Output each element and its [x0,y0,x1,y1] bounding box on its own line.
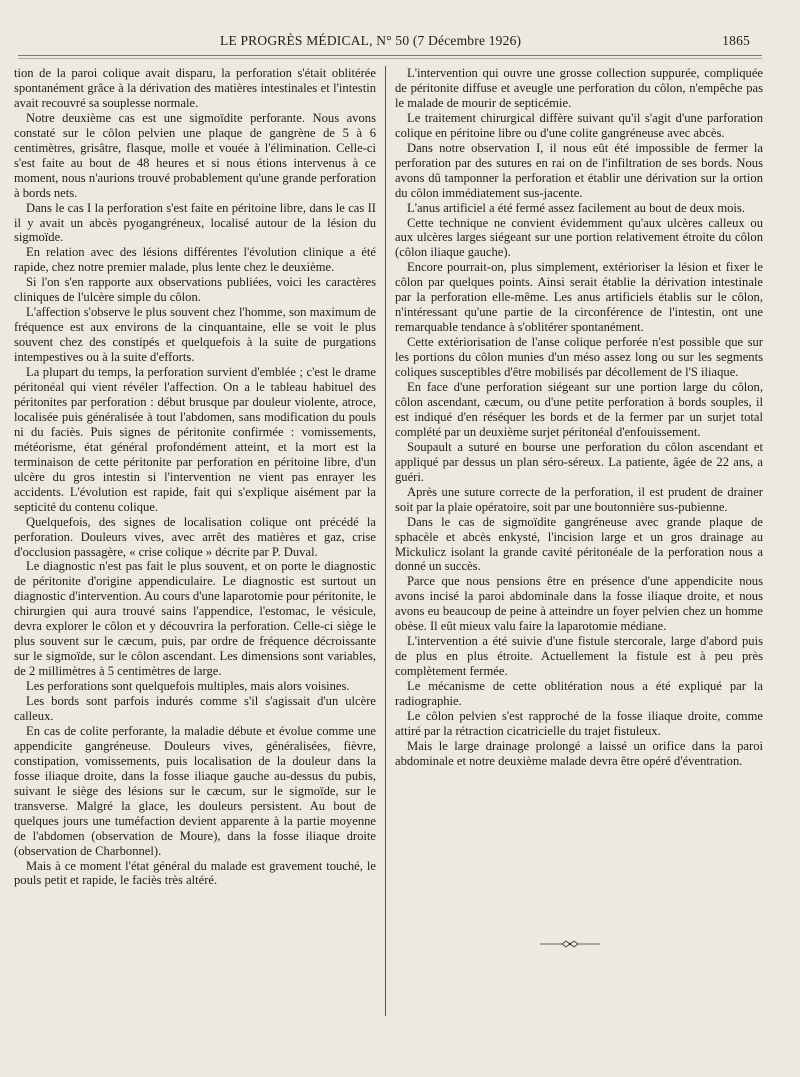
journal-title: LE PROGRÈS MÉDICAL, N° 50 (7 Décembre 1926) [220,33,522,48]
paragraph: En cas de colite perforante, la maladie débute et évolue comme une appendicite gangréneuse. Douleurs vives, généralisées, fièvre, constipation, vomissements, puis localisation de la douleur dans la fosse iliaque droite, dans la fosse iliaque gauche au-dessus du pubis, suivant le siège des lésions sur le cæcum, sur le sigmoïde, sur le transverse. Malgré la glace, les douleurs persistent. Au bout de quelques jours une tuméfaction devient apparente à la partie moyenne de l'abdomen (observation de Moure), dans la fosse iliaque droite (observation de Charbonnel). [14,723,376,858]
header-rule [18,55,762,56]
paragraph: Après une suture correcte de la perforation, il est prudent de drainer soit par la plaie opératoire, soit par une boutonnière sus-pubienne. [395,484,763,514]
left-column [14,66,376,888]
paragraph: Les perforations sont quelquefois multiples, mais alors voisines. [26,679,350,694]
running-header [20,33,760,53]
paragraph: La plupart du temps, la perforation survient d'emblée ; c'est le drame péritonéal qui vient révéler l'affection. On a le tableau habituel des péritonites par perforation : début brusque par douleur violente, atroce, localisée puis généralisée à tout l'abdomen, sans modification du pouls ni du faciès. Puis signes de péritonite confirmée : vomissements, météorisme, état général profondément atteint, et la mort est la terminaison de cette péritonite par perforation en péritoine libre, d'un ulcère du gros intestin si l'intervention ne vient pas enrayer les accidents. L'évolution est rapide, fait qui s'explique aisément par la septicité du contenu colique. [14,365,376,514]
paragraph: Quelquefois, des signes de localisation colique ont précédé la perforation. Douleurs vives, avec arrêt des matières et gaz, crise d'occlusion passagère, « crise colique » décrite par P. Duval. [14,514,376,559]
paragraph: Soupault a suturé en bourse une perforation du côlon ascendant et appliqué par dessus un plan séro-séreux. La patiente, âgée de 22 ans, a guéri. [395,439,763,484]
paragraph: Le côlon pelvien s'est rapproché de la fosse iliaque droite, comme attiré par la rétraction cicatricielle du trajet fistuleux. [395,708,763,738]
paragraph: tion de la paroi colique avait disparu, la perforation s'était oblitérée spontanément grâce à la dérivation des matières intestinales et l'intestin avait recouvré sa souplesse normale. [14,66,376,110]
paragraph: Dans le cas I la perforation s'est faite en péritoine libre, dans le cas II il y avait un abcès pyogangréneux, localisé autour de la lésion du sigmoïde. [14,200,376,245]
paragraph: Cette technique ne convient évidemment qu'aux ulcères calleux ou aux ulcères larges siégeant sur une portion relativement étroite du côlon (côlon iliaque gauche). [395,215,763,260]
paragraph: En relation avec des lésions différentes l'évolution clinique a été rapide, chez notre premier malade, plus lente chez le deuxième. [14,245,376,275]
paragraph: Dans le cas de sigmoïdite gangréneuse avec grande plaque de sphacèle et abcès enkysté, l'incision large et un gros drainage au Mickulicz isolant la grande cavité péritonéale de la perforation nous a donné un succès. [395,514,763,574]
paragraph: Mais le large drainage prolongé a laissé un orifice dans la paroi abdominale et notre deuxième malade devra être opéré d'éventration. [395,738,763,768]
paragraph: Encore pourrait-on, plus simplement, extérioriser la lésion et fixer le côlon par quelques points. Ainsi serait établie la dérivation intestinale par la perforation elle-même. Les anus artificiels établis sur le côlon, n'intéressant qu'une partie de la circonférence de l'intestin, ont une remarquable tendance à s'oblitérer spontanément. [395,260,763,335]
paragraph: Dans notre observation I, il nous eût été impossible de fermer la perforation par des sutures en rai on de l'infiltration de ses bords. Nous avons dû tamponner la perforation et établir une dérivation sur la ortion du côlon immédiatement sus-jacente. [395,140,763,200]
paragraph: Le traitement chirurgical diffère suivant qu'il s'agit d'une parforation colique en péritoine libre ou d'une colite gangréneuse avec abcès. [395,110,763,140]
page-number: 1865 [722,33,750,48]
paragraph: L'affection s'observe le plus souvent chez l'homme, son maximum de fréquence est aux environs de la cinquantaine, elle se voit le plus souvent chez des constipés et quelquefois à la suite de purgations intempestives ou à la suite d'efforts. [14,305,376,365]
paragraph: L'intervention qui ouvre une grosse collection suppurée, compliquée de péritonite diffuse et aveugle une perforation du côlon, n'empêche pas le malade de mourir de septicémie. [395,66,763,110]
paragraph: L'anus artificiel a été fermé assez facilement au bout de deux mois. [407,200,745,215]
paragraph: En face d'une perforation siégeant sur une portion large du côlon, côlon ascendant, cæcum, ou d'une petite perforation à bords souples, il est indiqué d'en réséquer les bords et de la fermer par un surjet total complété par un deuxième surjet péritonéal d'enfouissement. [395,380,763,439]
header-rule-secondary [18,58,762,59]
paragraph: L'intervention a été suivie d'une fistule stercorale, large d'abord puis de plus en plus étroite. Actuellement la fistule est à peu près complètement fermée. [395,634,763,679]
paragraph: Les bords sont parfois indurés comme s'il s'agissait d'un ulcère calleux. [14,694,376,723]
paragraph: Mais à ce moment l'état général du malade est gravement touché, le pouls petit et rapide, le faciès très altéré. [14,858,376,888]
paragraph: Le mécanisme de cette oblitération nous a été expliqué par la radiographie. [395,679,763,709]
paragraph: Le diagnostic n'est pas fait le plus souvent, et on porte le diagnostic de péritonite d'origine appendiculaire. Le diagnostic est surtout un diagnostic d'intervention. Au cours d'une laparotomie pour péritonite, le chirurgien qui aura trouvé sains l'appendice, l'estomac, le vésicule, devra explorer le côlon et y découvrira la perforation. Celle-ci siège le plus souvent sur le cæcum, puis, par ordre de fréquence décroissante sur le sigmoïde, sur le côlon ascendant. Les dimensions sont variables, de 2 millimètres à 5 centimètres de large. [14,559,376,679]
paragraph: Cette extériorisation de l'anse colique perforée n'est possible que sur les portions du côlon munies d'un méso assez long ou sur les segments coliques susceptibles d'être mobilisés par décollement de l'S iliaque. [395,335,763,380]
column-divider [385,66,386,1016]
ornament-divider [540,939,600,949]
paragraph: Si l'on s'en rapporte aux observations publiées, voici les caractères cliniques de l'ulcère simple du côlon. [14,275,376,305]
right-column [395,66,763,769]
paragraph: Notre deuxième cas est une sigmoïdite perforante. Nous avons constaté sur le côlon pelvien une plaque de gangrène de 5 à 6 centimètres, grisâtre, flasque, molle et vouée à l'élimination. Celle-ci s'est faite au bout de 48 heures et si nous étions intervenus à ce moment, nous n'aurions trouvé probablement qu'une grande perforation à bords nets. [14,110,376,200]
paragraph: Parce que nous pensions être en présence d'une appendicite nous avons incisé la paroi abdominale dans la fosse iliaque droite, et nous avons eu beaucoup de peine à atteindre un foyer pelvien chez un homme obèse. Il eût mieux valu faire la laparotomie médiane. [395,574,763,634]
